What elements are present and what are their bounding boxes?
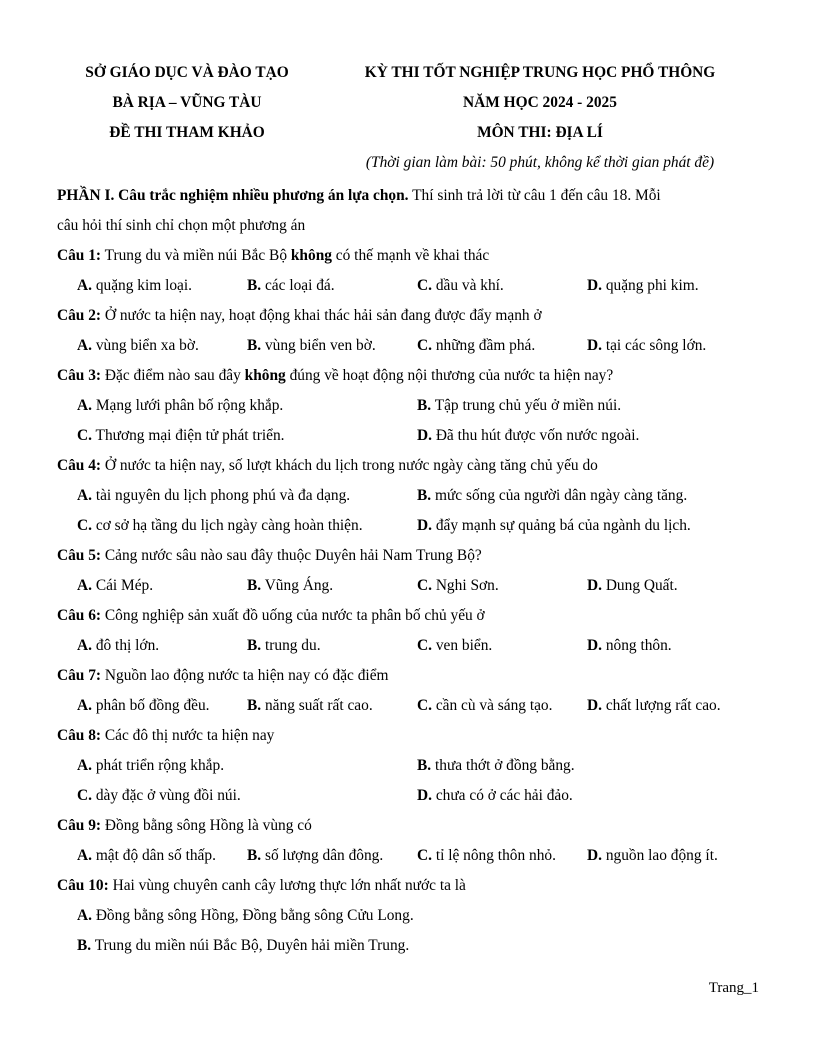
option-text: quặng phi kim.	[601, 277, 699, 294]
time-note: (Thời gian làm bài: 50 phút, không kể thời gian phát đề)	[365, 154, 715, 171]
question-label: Câu 2:	[57, 307, 102, 324]
option-c	[417, 271, 587, 301]
question-label: Câu 10:	[57, 877, 109, 894]
question-stem	[57, 721, 761, 751]
option-key: B.	[247, 637, 262, 654]
options-row	[57, 271, 761, 301]
option-d	[587, 571, 757, 601]
option-text: quặng kim loại.	[91, 277, 192, 294]
issuer-province: BÀ RỊA – VŨNG TÀU	[112, 94, 262, 111]
option-text: nguồn lao động ít.	[601, 847, 718, 864]
option-a	[77, 691, 247, 721]
option-c	[417, 571, 587, 601]
question	[57, 811, 761, 871]
option-text: ven biển.	[431, 637, 493, 654]
question-stem	[57, 871, 761, 901]
option-key: D.	[587, 847, 602, 864]
option-key: A.	[77, 487, 92, 504]
option-text: Mạng lưới phân bố rộng khắp.	[91, 397, 284, 414]
option-c	[417, 631, 587, 661]
option-key: B.	[247, 847, 262, 864]
part-title: PHẦN I. Câu trắc nghiệm nhiều phương án lựa chọn.	[57, 187, 409, 204]
question	[57, 661, 761, 721]
question	[57, 541, 761, 601]
option-key: A.	[77, 397, 92, 414]
option-d	[587, 271, 757, 301]
option-text: đẩy mạnh sự quảng bá của ngành du lịch.	[431, 517, 691, 534]
question-stem	[57, 451, 761, 481]
options-row	[57, 391, 761, 421]
option-key: B.	[247, 577, 262, 594]
option-text: Đồng bằng sông Hồng, Đồng bằng sông Cửu Long.	[91, 907, 414, 924]
option-text: tài nguyên du lịch phong phú và đa dạng.	[91, 487, 351, 504]
option-text: đô thị lớn.	[91, 637, 160, 654]
stem-emphasis: không	[244, 367, 286, 384]
option-key: B.	[417, 757, 432, 774]
issuer-department: SỞ GIÁO DỤC VÀ ĐÀO TẠO	[85, 64, 289, 81]
exam-content	[57, 181, 761, 961]
options-row	[57, 841, 761, 871]
question	[57, 601, 761, 661]
option-key: D.	[417, 517, 432, 534]
option-key: D.	[587, 337, 602, 354]
option-a	[77, 841, 247, 871]
option-text: mức sống của người dân ngày càng tăng.	[431, 487, 688, 504]
option-text: năng suất rất cao.	[261, 697, 373, 714]
part-intro	[57, 181, 761, 241]
stem-text: Đặc điểm nào sau đây	[101, 367, 245, 384]
option-key: A.	[77, 277, 92, 294]
options-row	[57, 481, 761, 511]
option-text: Thương mại điện tử phát triển.	[91, 427, 285, 444]
option-text: số lượng dân đông.	[261, 847, 384, 864]
issuer-block	[42, 58, 332, 148]
option-a	[77, 391, 417, 421]
option-key: C.	[77, 517, 92, 534]
option-key: A.	[77, 697, 92, 714]
option-text: cần cù và sáng tạo.	[431, 697, 553, 714]
option-text: trung du.	[261, 637, 321, 654]
options-row	[57, 691, 761, 721]
stem-text: đúng về hoạt động nội thương của nước ta hiện nay?	[285, 367, 614, 384]
option-c	[417, 841, 587, 871]
question-label: Câu 6:	[57, 607, 102, 624]
question-label: Câu 5:	[57, 547, 102, 564]
option-text: vùng biển xa bờ.	[91, 337, 199, 354]
option-b	[247, 691, 417, 721]
option-key: C.	[417, 577, 432, 594]
option-text: chưa có ở các hải đảo.	[431, 787, 573, 804]
option-b	[57, 931, 761, 961]
question-label: Câu 4:	[57, 457, 102, 474]
option-key: C.	[77, 787, 92, 804]
question-label: Câu 8:	[57, 727, 102, 744]
option-key: D.	[587, 577, 602, 594]
option-key: C.	[417, 697, 432, 714]
option-d	[417, 511, 757, 541]
option-key: D.	[587, 637, 602, 654]
option-key: D.	[417, 427, 432, 444]
option-d	[417, 421, 757, 451]
part-desc-2: câu hỏi thí sinh chỉ chọn một phương án	[57, 217, 306, 234]
option-a	[77, 631, 247, 661]
option-text: Đã thu hút được vốn nước ngoài.	[431, 427, 640, 444]
stem-text: Đồng bằng sông Hồng là vùng có	[101, 817, 312, 834]
exam-title: KỲ THI TỐT NGHIỆP TRUNG HỌC PHỔ THÔNG	[364, 64, 716, 81]
option-text: tại các sông lớn.	[601, 337, 707, 354]
option-b	[247, 841, 417, 871]
option-b	[417, 481, 757, 511]
option-text: thưa thớt ở đồng bằng.	[431, 757, 575, 774]
stem-text: Công nghiệp sản xuất đồ uống của nước ta phân bố chủ yếu ở	[101, 607, 485, 624]
option-key: A.	[77, 637, 92, 654]
part-desc-1: Thí sinh trả lời từ câu 1 đến câu 18. Mỗi	[408, 187, 661, 204]
option-text: Tập trung chủ yếu ở miền núi.	[431, 397, 622, 414]
option-key: C.	[417, 337, 432, 354]
option-key: D.	[417, 787, 432, 804]
question	[57, 301, 761, 361]
option-a	[77, 271, 247, 301]
option-text: tỉ lệ nông thôn nhỏ.	[431, 847, 556, 864]
option-key: C.	[77, 427, 92, 444]
option-text: Vũng Áng.	[261, 577, 334, 594]
option-c	[417, 691, 587, 721]
option-key: A.	[77, 757, 92, 774]
question	[57, 361, 761, 451]
question	[57, 871, 761, 961]
question-stem	[57, 601, 761, 631]
option-c	[77, 781, 417, 811]
question-stem	[57, 361, 761, 391]
option-text: chất lượng rất cao.	[601, 697, 721, 714]
question	[57, 241, 761, 301]
option-key: C.	[417, 847, 432, 864]
option-text: vùng biển ven bờ.	[261, 337, 376, 354]
option-key: C.	[417, 277, 432, 294]
option-a	[77, 481, 417, 511]
stem-text: Cảng nước sâu nào sau đây thuộc Duyên hải Nam Trung Bộ?	[101, 547, 482, 564]
option-text: phát triển rộng khắp.	[91, 757, 225, 774]
question	[57, 451, 761, 541]
option-key: B.	[417, 487, 432, 504]
options-row	[57, 781, 761, 811]
option-text: phân bố đồng đều.	[91, 697, 210, 714]
option-key: D.	[587, 277, 602, 294]
option-text: các loại đá.	[261, 277, 335, 294]
option-b	[247, 331, 417, 361]
option-d	[587, 841, 757, 871]
option-text: dày đặc ở vùng đồi núi.	[91, 787, 241, 804]
option-key: A.	[77, 577, 92, 594]
exam-header	[0, 58, 816, 178]
option-c	[417, 331, 587, 361]
option-key: B.	[247, 277, 262, 294]
page-number: Trang_1	[708, 980, 759, 996]
exam-subject: MÔN THI: ĐỊA LÍ	[477, 124, 603, 141]
options-row	[57, 751, 761, 781]
option-a	[77, 331, 247, 361]
options-row	[57, 571, 761, 601]
school-year: NĂM HỌC 2024 - 2025	[463, 94, 617, 111]
option-text: Dung Quất.	[601, 577, 678, 594]
options-row	[57, 631, 761, 661]
option-d	[587, 331, 757, 361]
stem-text: Ở nước ta hiện nay, hoạt động khai thác hải sản đang được đẩy mạnh ở	[101, 307, 542, 324]
stem-text: Các đô thị nước ta hiện nay	[101, 727, 275, 744]
stem-emphasis: không	[290, 247, 332, 264]
option-a	[77, 571, 247, 601]
options-row	[57, 331, 761, 361]
option-key: B.	[77, 937, 92, 954]
question-label: Câu 3:	[57, 367, 102, 384]
stem-text: Trung du và miền núi Bắc Bộ	[101, 247, 291, 264]
stem-text: Nguồn lao động nước ta hiện nay có đặc điểm	[101, 667, 389, 684]
option-key: A.	[77, 907, 92, 924]
option-text: Nghi Sơn.	[431, 577, 499, 594]
option-b	[417, 391, 757, 421]
question-label: Câu 7:	[57, 667, 102, 684]
option-b	[417, 751, 757, 781]
question-stem	[57, 241, 761, 271]
exam-title-block	[330, 58, 750, 178]
option-text: cơ sở hạ tầng du lịch ngày càng hoàn thiện.	[91, 517, 363, 534]
option-text: Trung du miền núi Bắc Bộ, Duyên hải miền Trung.	[91, 937, 410, 954]
question-stem	[57, 301, 761, 331]
option-d	[587, 631, 757, 661]
option-text: Cái Mép.	[91, 577, 154, 594]
option-key: B.	[417, 397, 432, 414]
stem-text: có thế mạnh về khai thác	[331, 247, 490, 264]
stem-text: Ở nước ta hiện nay, số lượt khách du lịch trong nước ngày càng tăng chủ yếu do	[101, 457, 598, 474]
question-stem	[57, 661, 761, 691]
question-stem	[57, 541, 761, 571]
options-row	[57, 511, 761, 541]
question-label: Câu 9:	[57, 817, 102, 834]
question	[57, 721, 761, 811]
option-key: B.	[247, 697, 262, 714]
option-key: C.	[417, 637, 432, 654]
option-b	[247, 271, 417, 301]
option-b	[247, 631, 417, 661]
option-a	[77, 751, 417, 781]
option-c	[77, 421, 417, 451]
option-a	[57, 901, 761, 931]
question-stem	[57, 811, 761, 841]
option-text: mật độ dân số thấp.	[91, 847, 216, 864]
option-b	[247, 571, 417, 601]
question-label: Câu 1:	[57, 247, 102, 264]
exam-type-label: ĐỀ THI THAM KHẢO	[109, 124, 265, 141]
option-text: dầu và khí.	[431, 277, 504, 294]
options-row	[57, 421, 761, 451]
option-text: nông thôn.	[601, 637, 672, 654]
stem-text: Hai vùng chuyên canh cây lương thực lớn nhất nước ta là	[108, 877, 466, 894]
option-d	[587, 691, 757, 721]
option-key: A.	[77, 847, 92, 864]
option-key: A.	[77, 337, 92, 354]
option-text: những đầm phá.	[431, 337, 536, 354]
option-key: B.	[247, 337, 262, 354]
option-d	[417, 781, 757, 811]
option-c	[77, 511, 417, 541]
option-key: D.	[587, 697, 602, 714]
